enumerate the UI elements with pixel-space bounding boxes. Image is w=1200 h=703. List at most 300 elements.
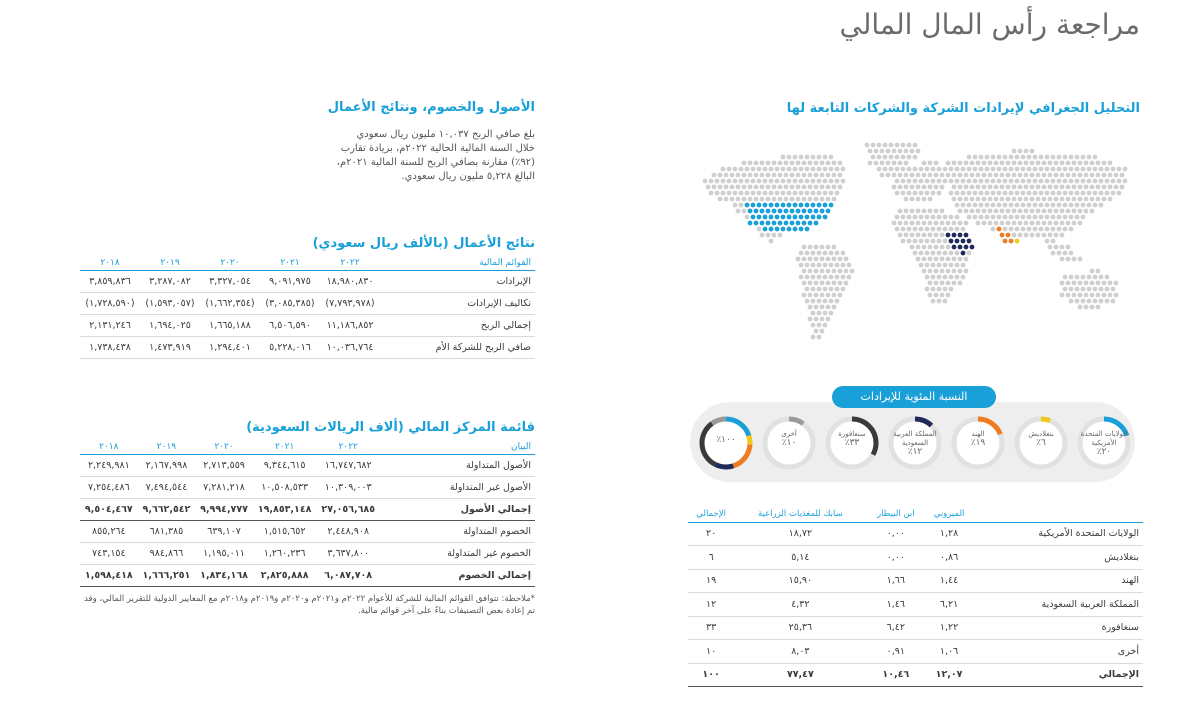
- map-dot: [775, 179, 780, 184]
- map-dot: [997, 215, 1002, 220]
- map-dot: [967, 179, 972, 184]
- map-dot: [958, 185, 963, 190]
- map-dot: [1108, 197, 1113, 202]
- map-dot: [820, 197, 825, 202]
- map-dot: [1021, 167, 1026, 172]
- map-dot: [1066, 209, 1071, 214]
- map-dot: [952, 161, 957, 166]
- map-dot: [1099, 287, 1104, 292]
- map-dot: [790, 161, 795, 166]
- map-dot: [1054, 185, 1059, 190]
- map-dot: [1096, 305, 1101, 310]
- map-dot: [919, 179, 924, 184]
- map-dot: [1081, 167, 1086, 172]
- map-dot: [1033, 191, 1038, 196]
- map-dot: [1003, 155, 1008, 160]
- map-dot: [895, 179, 900, 184]
- map-dot: [1078, 209, 1083, 214]
- map-dot: [1057, 179, 1062, 184]
- map-dot: [868, 149, 873, 154]
- map-dot: [916, 209, 921, 214]
- map-dot: [769, 239, 774, 244]
- map-dot: [868, 161, 873, 166]
- map-dot: [736, 197, 741, 202]
- map-dot: [1060, 161, 1065, 166]
- map-dot: [748, 173, 753, 178]
- map-dot: [829, 191, 834, 196]
- map-dot: [1000, 221, 1005, 226]
- cell-value: ٩,٩٩٤,٧٧٧: [195, 498, 253, 520]
- row-label: إجمالي الأصول: [380, 498, 535, 520]
- map-dot: [811, 251, 816, 256]
- map-dot: [733, 203, 738, 208]
- map-dot: [760, 209, 765, 214]
- map-dot: [826, 185, 831, 190]
- map-dot: [1114, 185, 1119, 190]
- map-dot: [928, 221, 933, 226]
- table-row: [688, 663, 1143, 687]
- map-dot: [1087, 155, 1092, 160]
- map-dot: [949, 167, 954, 172]
- map-dot: [1090, 281, 1095, 286]
- map-dot: [1045, 215, 1050, 220]
- column-header: القوائم المالية: [380, 256, 535, 270]
- map-dot: [1084, 293, 1089, 298]
- donut-label: [1010, 430, 1072, 448]
- map-dot: [757, 191, 762, 196]
- map-dot: [775, 215, 780, 220]
- map-dot: [955, 275, 960, 280]
- map-dot: [1081, 275, 1086, 280]
- map-dot: [760, 233, 765, 238]
- map-dot: [1000, 161, 1005, 166]
- map-dot: [958, 197, 963, 202]
- map-dot: [826, 257, 831, 262]
- map-dot: [1108, 161, 1113, 166]
- map-dot: [985, 215, 990, 220]
- map-dot: [1087, 203, 1092, 208]
- map-dot: [805, 275, 810, 280]
- map-dot: [787, 155, 792, 160]
- map-dot: [841, 179, 846, 184]
- map-dot: [1039, 191, 1044, 196]
- map-dot: [913, 143, 918, 148]
- map-dot: [991, 191, 996, 196]
- map-dot: [1066, 185, 1071, 190]
- map-dot: [922, 173, 927, 178]
- map-dot: [769, 227, 774, 232]
- map-dot: [775, 227, 780, 232]
- map-dot: [820, 185, 825, 190]
- map-dot: [946, 173, 951, 178]
- map-dot: [955, 203, 960, 208]
- map-dot: [937, 251, 942, 256]
- map-dot: [1090, 209, 1095, 214]
- cell-value: ٧,٢٥٤,٤٨٦: [80, 476, 138, 498]
- map-dot: [931, 167, 936, 172]
- map-dot: [901, 191, 906, 196]
- map-dot: [823, 155, 828, 160]
- map-dot: [751, 191, 756, 196]
- map-dot: [1021, 227, 1026, 232]
- map-dot: [1045, 167, 1050, 172]
- map-dot: [928, 173, 933, 178]
- map-dot: [1048, 245, 1053, 250]
- map-dot: [967, 215, 972, 220]
- map-dot: [748, 185, 753, 190]
- map-dot: [1048, 185, 1053, 190]
- map-dot: [847, 263, 852, 268]
- table-row: [80, 270, 535, 292]
- map-dot: [877, 167, 882, 172]
- map-dot: [1096, 185, 1101, 190]
- map-dot: [1018, 233, 1023, 238]
- cell-value: ٣٣: [688, 616, 734, 640]
- map-dot: [913, 191, 918, 196]
- map-dot: [814, 257, 819, 262]
- map-dot: [814, 305, 819, 310]
- map-dot: [1015, 203, 1020, 208]
- intro-paragraph: بلغ صافي الربح ١٠,٠٣٧ مليون ريال سعودي خلال السنة المالية الحالية ٢٠٢٢م، بزيادة تقارب (٩٢٪) مقارنة بصافي الربح للسنة المالية ٢٠٢١م، البالغ ٥,٢٢٨ مليون ريال سعودي.: [336, 129, 535, 182]
- map-dot: [790, 185, 795, 190]
- map-dot: [1039, 203, 1044, 208]
- map-dot: [1090, 173, 1095, 178]
- map-dot: [949, 227, 954, 232]
- map-dot: [976, 161, 981, 166]
- map-dot: [913, 215, 918, 220]
- map-dot: [979, 155, 984, 160]
- map-dot: [1036, 185, 1041, 190]
- map-dot: [895, 191, 900, 196]
- map-dot: [1075, 299, 1080, 304]
- map-dot: [1093, 155, 1098, 160]
- map-dot: [988, 161, 993, 166]
- map-dot: [811, 155, 816, 160]
- row-label: الأصول المتداولة: [380, 454, 535, 476]
- map-dot: [781, 167, 786, 172]
- map-dot: [772, 233, 777, 238]
- map-dot: [901, 143, 906, 148]
- cell-value: ١٨,٧٢: [734, 522, 866, 546]
- table-row: [80, 336, 535, 358]
- cell-value: ٦: [688, 546, 734, 570]
- map-dot: [1078, 281, 1083, 286]
- map-dot: [1060, 209, 1065, 214]
- map-dot: [1033, 167, 1038, 172]
- map-dot: [880, 173, 885, 178]
- map-dot: [1045, 191, 1050, 196]
- map-dot: [805, 191, 810, 196]
- map-dot: [790, 197, 795, 202]
- map-dot: [958, 269, 963, 274]
- map-dot: [814, 245, 819, 250]
- map-dot: [994, 197, 999, 202]
- map-dot: [871, 143, 876, 148]
- map-dot: [817, 287, 822, 292]
- map-dot: [784, 221, 789, 226]
- map-dot: [1000, 197, 1005, 202]
- map-dot: [1009, 239, 1014, 244]
- map-dot: [1051, 227, 1056, 232]
- map-dot: [940, 293, 945, 298]
- map-dot: [820, 257, 825, 262]
- map-dot: [1066, 161, 1071, 166]
- map-dot: [706, 185, 711, 190]
- map-dot: [916, 221, 921, 226]
- map-dot: [991, 179, 996, 184]
- map-dot: [919, 263, 924, 268]
- map-dot: [964, 257, 969, 262]
- cell-value: ٠,٩١: [866, 640, 925, 664]
- map-dot: [778, 197, 783, 202]
- map-dot: [1099, 179, 1104, 184]
- map-dot: [952, 173, 957, 178]
- map-dot: [919, 251, 924, 256]
- map-dot: [814, 281, 819, 286]
- map-dot: [748, 197, 753, 202]
- map-dot: [1054, 233, 1059, 238]
- map-dot: [1105, 299, 1110, 304]
- map-dot: [754, 173, 759, 178]
- map-dot: [886, 149, 891, 154]
- map-dot: [976, 197, 981, 202]
- cell-value: ٢,١٦٧,٩٩٨: [138, 454, 196, 476]
- map-dot: [760, 161, 765, 166]
- map-dot: [829, 155, 834, 160]
- cell-value: ٨,٠٣: [734, 640, 866, 664]
- map-dot: [964, 161, 969, 166]
- map-dot: [826, 161, 831, 166]
- map-dot: [796, 209, 801, 214]
- map-dot: [1051, 155, 1056, 160]
- map-dot: [826, 269, 831, 274]
- map-dot: [1078, 293, 1083, 298]
- map-dot: [1006, 161, 1011, 166]
- map-dot: [787, 191, 792, 196]
- map-dot: [892, 185, 897, 190]
- map-dot: [1012, 197, 1017, 202]
- cell-value: ٦,٠٨٧,٧٠٨: [316, 564, 380, 586]
- map-dot: [796, 161, 801, 166]
- map-dot: [754, 185, 759, 190]
- map-dot: [934, 293, 939, 298]
- map-dot: [1051, 251, 1056, 256]
- map-dot: [850, 269, 855, 274]
- map-dot: [979, 215, 984, 220]
- map-dot: [994, 221, 999, 226]
- map-dot: [1030, 185, 1035, 190]
- map-dot: [1045, 227, 1050, 232]
- map-dot: [1024, 209, 1029, 214]
- map-dot: [1018, 173, 1023, 178]
- cell-value: (١,٦٦٢,٣٥٤): [200, 292, 260, 314]
- map-dot: [970, 197, 975, 202]
- map-dot: [910, 185, 915, 190]
- map-dot: [817, 167, 822, 172]
- map-dot: [973, 167, 978, 172]
- donut-country: الولايات المتحدة الأمريكية: [1080, 430, 1128, 447]
- map-dot: [793, 167, 798, 172]
- map-dot: [934, 257, 939, 262]
- map-dot: [895, 227, 900, 232]
- map-dot: [781, 155, 786, 160]
- map-dot: [772, 221, 777, 226]
- map-dot: [811, 215, 816, 220]
- map-dot: [844, 269, 849, 274]
- map-dot: [916, 257, 921, 262]
- cell-value: ٠,٠٠: [866, 522, 925, 546]
- map-dot: [769, 179, 774, 184]
- map-dot: [1069, 191, 1074, 196]
- map-dot: [733, 191, 738, 196]
- map-dot: [958, 245, 963, 250]
- map-dot: [1054, 245, 1059, 250]
- map-dot: [760, 221, 765, 226]
- map-dot: [784, 161, 789, 166]
- cell-value: ٨٥٥,٢٦٤: [80, 520, 138, 542]
- map-dot: [979, 167, 984, 172]
- map-dot: [1084, 197, 1089, 202]
- map-dot: [1060, 257, 1065, 262]
- map-dot: [1039, 215, 1044, 220]
- map-dot: [940, 257, 945, 262]
- map-dot: [799, 191, 804, 196]
- map-dot: [1060, 245, 1065, 250]
- map-dot: [802, 245, 807, 250]
- map-dot: [901, 239, 906, 244]
- map-dot: [811, 275, 816, 280]
- map-dot: [880, 149, 885, 154]
- map-dot: [937, 287, 942, 292]
- map-dot: [787, 227, 792, 232]
- map-dot: [1042, 233, 1047, 238]
- map-dot: [1108, 293, 1113, 298]
- map-dot: [955, 263, 960, 268]
- map-dot: [796, 221, 801, 226]
- map-dot: [1009, 191, 1014, 196]
- map-dot: [1099, 275, 1104, 280]
- map-dot: [778, 185, 783, 190]
- row-label: إجمالي الربح: [380, 314, 535, 336]
- map-dot: [997, 167, 1002, 172]
- map-dot: [763, 179, 768, 184]
- map-dot: [748, 221, 753, 226]
- map-dot: [805, 179, 810, 184]
- map-dot: [793, 179, 798, 184]
- map-dot: [796, 185, 801, 190]
- cell-value: ١,٦٦: [866, 569, 925, 593]
- column-header: الميروني: [925, 506, 973, 522]
- map-dot: [841, 287, 846, 292]
- map-dot: [808, 173, 813, 178]
- map-dot: [814, 209, 819, 214]
- map-dot: [991, 215, 996, 220]
- map-dot: [766, 233, 771, 238]
- map-dot: [946, 221, 951, 226]
- map-dot: [1102, 197, 1107, 202]
- map-dot: [1003, 203, 1008, 208]
- cell-value: ١,٢٢: [925, 616, 973, 640]
- map-dot: [994, 173, 999, 178]
- map-dot: [793, 155, 798, 160]
- cell-value: ١٠,٤٦: [866, 663, 925, 687]
- map-dot: [724, 185, 729, 190]
- map-dot: [1090, 269, 1095, 274]
- map-dot: [1027, 215, 1032, 220]
- map-dot: [964, 221, 969, 226]
- map-dot: [751, 215, 756, 220]
- map-dot: [835, 299, 840, 304]
- map-dot: [952, 269, 957, 274]
- cell-value: ٦,٥٠٦,٥٩٠: [260, 314, 320, 336]
- donut-percent: ١٠٪: [781, 438, 797, 448]
- map-dot: [760, 173, 765, 178]
- map-dot: [1111, 191, 1116, 196]
- map-dot: [925, 215, 930, 220]
- cell-value: ٢٠: [688, 522, 734, 546]
- map-dot: [1042, 161, 1047, 166]
- map-dot: [907, 143, 912, 148]
- map-dot: [841, 167, 846, 172]
- map-dot: [1105, 275, 1110, 280]
- map-dot: [736, 173, 741, 178]
- map-dot: [967, 167, 972, 172]
- map-dot: [730, 185, 735, 190]
- map-dot: [928, 257, 933, 262]
- map-dot: [1066, 293, 1071, 298]
- map-dot: [787, 167, 792, 172]
- map-dot: [817, 299, 822, 304]
- map-dot: [778, 173, 783, 178]
- map-dot: [1033, 203, 1038, 208]
- map-dot: [943, 275, 948, 280]
- row-label: الولايات المتحدة الأمريكية: [973, 522, 1143, 546]
- map-dot: [799, 275, 804, 280]
- map-dot: [1027, 179, 1032, 184]
- map-dot: [1039, 167, 1044, 172]
- map-dot: [1045, 179, 1050, 184]
- map-dot: [1084, 161, 1089, 166]
- map-dot: [913, 155, 918, 160]
- map-dot: [1006, 197, 1011, 202]
- map-dot: [817, 335, 822, 340]
- revenue-percent-pill: النسبة المئوية للإيرادات: [832, 386, 996, 408]
- map-dot: [763, 167, 768, 172]
- map-dot: [1009, 155, 1014, 160]
- map-dot: [1072, 281, 1077, 286]
- cell-value: ٦,٤٢: [866, 616, 925, 640]
- map-dot: [910, 149, 915, 154]
- map-dot: [934, 269, 939, 274]
- map-dot: [838, 269, 843, 274]
- map-dot: [805, 155, 810, 160]
- map-dot: [1036, 209, 1041, 214]
- map-dot: [1063, 227, 1068, 232]
- map-dot: [1084, 305, 1089, 310]
- map-dot: [823, 299, 828, 304]
- map-dot: [838, 257, 843, 262]
- column-header: [973, 506, 1143, 522]
- cell-value: ١,٧٣٨,٤٣٨: [80, 336, 140, 358]
- map-dot: [931, 215, 936, 220]
- map-dot: [1042, 185, 1047, 190]
- map-dot: [922, 221, 927, 226]
- map-dot: [949, 287, 954, 292]
- map-dot: [985, 203, 990, 208]
- map-dot: [898, 149, 903, 154]
- map-dot: [1105, 179, 1110, 184]
- map-dot: [1105, 167, 1110, 172]
